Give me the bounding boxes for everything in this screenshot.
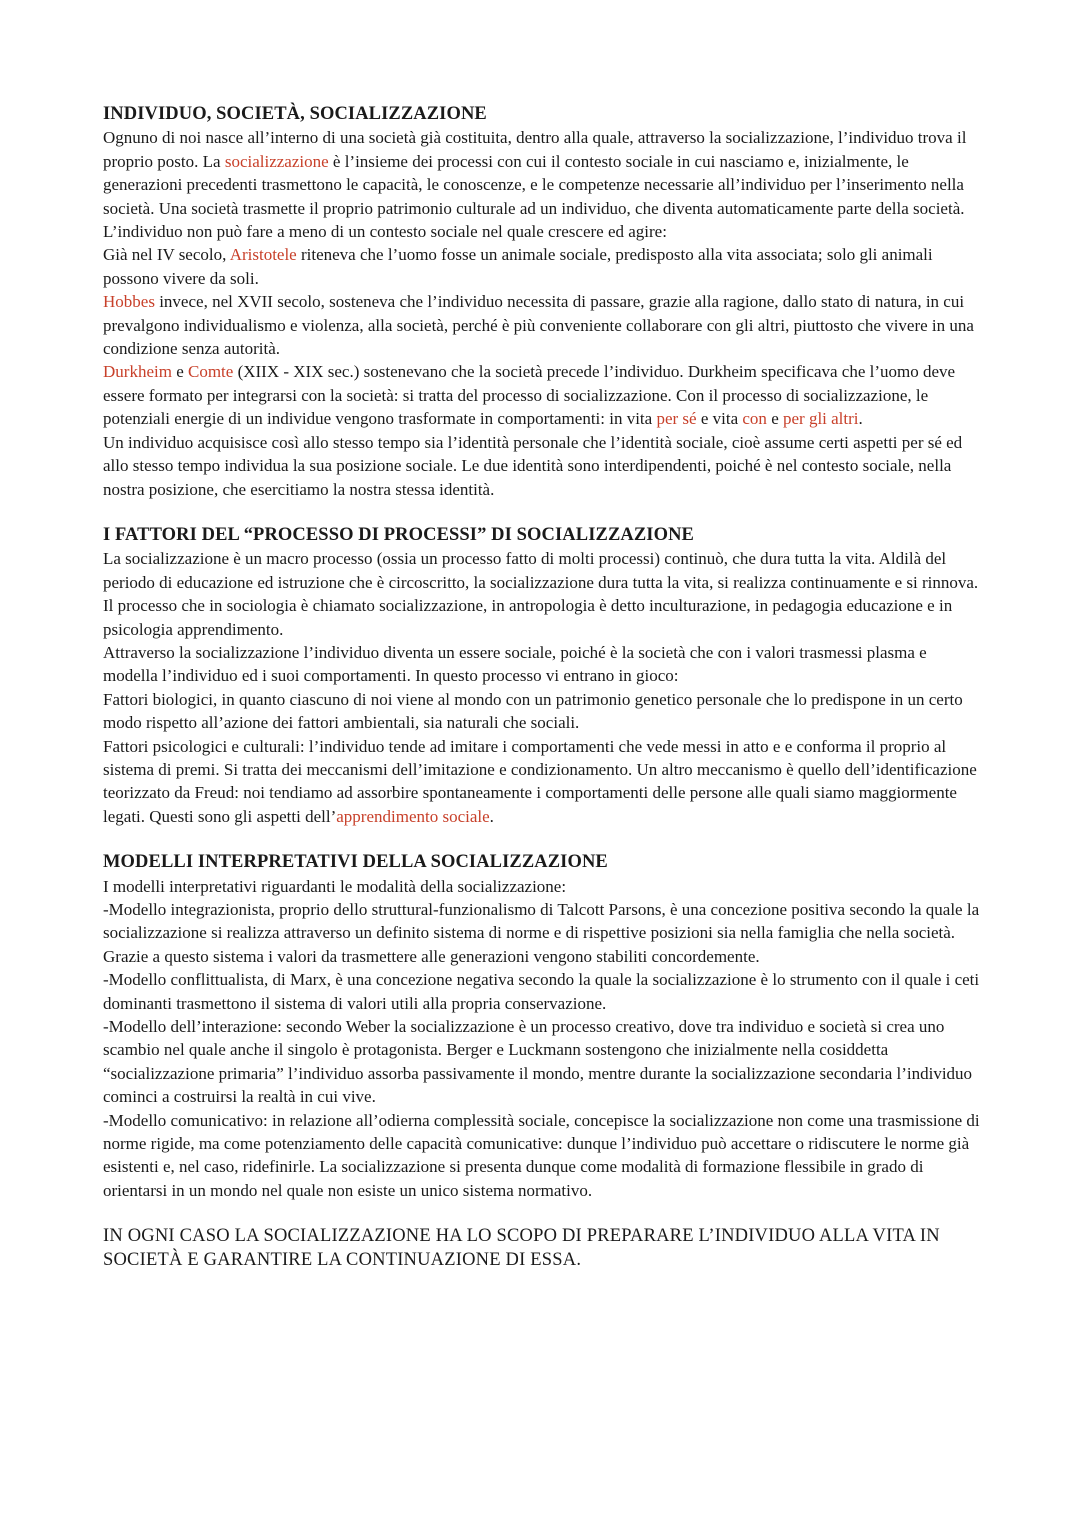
text-run: Un individuo acquisisce così allo stesso tempo sia l’identità personale che l’identità sociale, cioè assume certi aspetti per sé ed allo stesso tempo individua la sua posizione sociale. Le due identità sono interdipendenti, poiché è nel contesto sociale, nella nostra posizione, che esercitiamo la nostra stessa identità. — [103, 432, 963, 499]
paragraph — [103, 688, 983, 735]
section-3 — [103, 851, 983, 1202]
highlighted-term: Hobbes — [103, 292, 155, 312]
text-run: -Modello comunicativo: in relazione all’odierna complessità sociale, concepisce la socializzazione non come una trasmissione di norme rigide, ma come potenziamento delle capacità comunicative: dunque l’individuo può accettare o ridiscutere le norme già esistenti e, nel caso, ridefinirle. La socializzazione si presenta dunque come modalità di formazione flessibile in grado di orientarsi in un mondo nel quale non esiste un unico sistema normativo. — [103, 1110, 980, 1200]
highlighted-term: per gli altri — [782, 409, 859, 429]
text-run: invece, nel XVII secolo, sosteneva che l’individuo necessita di passare, grazie alla ragione, dallo stato di natura, in cui prevalgono individualismo e violenza, alla società, perché è più conveniente collaborare con gli altri, piuttosto che vivere in una condizione senza autorità. — [103, 292, 974, 359]
highlighted-term: Comte — [187, 362, 234, 382]
text-run: . — [858, 409, 863, 429]
text-run: Ognuno di noi nasce all’interno di una società già costituita, dentro alla quale, attraverso la socializzazione, l’individuo trova il proprio posto. La — [103, 128, 967, 171]
paragraph — [103, 220, 983, 243]
paragraph — [103, 898, 983, 968]
paragraph — [103, 641, 983, 688]
text-run: -Modello integrazionista, proprio dello struttural-funzionalismo di Talcott Parsons, è una concezione positiva secondo la quale la socializzazione si realizza attraverso un definito sistema di norme e di rispettive posizioni sia nella famiglia che nella società. Grazie a questo sistema i valori da trasmettere alle generazioni vengono stabiliti concordemente. — [103, 900, 980, 966]
text-run: . — [489, 806, 494, 826]
section-title: INDIVIDUO, SOCIETÀ, SOCIALIZZAZIONE — [103, 104, 487, 124]
text-run: I modelli interpretativi riguardanti le modalità della socializzazione: — [103, 876, 567, 896]
text-run: La socializzazione è un macro processo (ossia un processo fatto di molti processi) continuò, che dura tutta la vita. Aldilà del periodo di educazione ed istruzione che è circoscritto, la socializzazione dura tutta la vita, si realizza continuamente e si rinnova. Il processo che in sociologia è chiamato socializzazione, in antropologia è detto inculturazione, in pedagogia educazione e in psicologia apprendimento. — [103, 549, 979, 639]
highlighted-term: con — [742, 409, 767, 429]
highlighted-term: apprendimento sociale — [336, 806, 490, 826]
text-run: e — [171, 362, 188, 382]
section-title: I FATTORI DEL “PROCESSO DI PROCESSI” DI SOCIALIZZAZIONE — [103, 524, 694, 545]
text-run: riteneva che l’uomo fosse un animale sociale, predisposto alla vita associata; solo gli animali possono vivere da soli. — [103, 245, 933, 288]
section-1 — [103, 103, 983, 501]
document-page — [103, 103, 983, 1272]
text-run: Attraverso la socializzazione l’individuo diventa un essere sociale, poiché è la società che con i valori trasmessi plasma e modella l’individuo ed i suoi comportamenti. In questo processo vi entrano in gioco: — [103, 642, 927, 686]
text-run: Fattori psicologici e culturali: l’individuo tende ad imitare i comportamenti che vede messi in atto e e conforma il proprio al sistema di premi. Si tratta dei meccanismi dell’imitazione e condizionamento. Un altro meccanismo è quello dell’identificazione teorizzato da Freud: noi tendiamo ad assorbire spontaneamente i comportamenti delle persone alle quali siamo maggiormente legati. Questi sono gli aspetti dell’ — [103, 736, 977, 826]
paragraph — [103, 243, 983, 290]
highlighted-term: Durkheim — [103, 362, 172, 382]
highlighted-term: Aristotele — [229, 245, 297, 265]
paragraph — [103, 126, 983, 220]
document-body — [103, 103, 983, 1202]
paragraph — [103, 1015, 983, 1109]
text-run: è l’insieme dei processi con cui il contesto sociale in cui nasciamo e, inizialmente, le generazioni precedenti trasmettono le capacità, le conoscenze, e le competenze necessarie all’individuo per l’inserimento nella società. Una società trasmette il proprio patrimonio culturale ad un individuo, che diventa automaticamente parte della società. — [103, 151, 965, 218]
paragraph — [103, 1109, 983, 1203]
text-run: L’individuo non può fare a meno di un contesto sociale nel quale crescere ed agire: — [103, 222, 667, 242]
text-run: Già nel IV secolo, — [103, 245, 230, 265]
text-run: -Modello conflittualista, di Marx, è una concezione negativa secondo la quale la socializzazione è lo strumento con il quale i ceti dominanti trasmettono il sistema di valori utili alla propria conservazione. — [103, 970, 980, 1013]
section-title: MODELLI INTERPRETATIVI DELLA SOCIALIZZAZIONE — [103, 852, 608, 873]
text-run: -Modello dell’interazione: secondo Weber la socializzazione è un processo creativo, dove tra individuo e società si crea uno scambio nel quale anche il singolo è protagonista. Berger e Luckmann sostengono che inizialmente nella cosiddetta “socializzazione primaria” l’individuo assorba passivamente il mondo, mentre durante la socializzazione secondaria l’individuo cominci a costruirsi la realtà in cui vive. — [103, 1017, 973, 1107]
paragraph — [103, 431, 983, 501]
text-run: e vita — [696, 409, 743, 429]
highlighted-term: per sé — [656, 409, 697, 429]
paragraph — [103, 875, 983, 898]
conclusion-text: IN OGNI CASO LA SOCIALIZZAZIONE HA LO SCOPO DI PREPARARE L’INDIVIDUO ALLA VITA IN SOCIETÀ E GARANTIRE LA CONTINUAZIONE DI ESSA. — [103, 1226, 940, 1270]
text-run: Fattori biologici, in quanto ciascuno di noi viene al mondo con un patrimonio genetico personale che lo predispone in un certo modo rispetto all’azione dei fattori ambientali, sia naturali che sociali. — [103, 689, 963, 733]
paragraph — [103, 360, 983, 430]
paragraph — [103, 735, 983, 829]
paragraph — [103, 547, 983, 641]
highlighted-term: socializzazione — [224, 151, 329, 171]
text-run: (XIIX - XIX sec.) sostenevano che la società precede l’individuo. Durkheim specificava che l’uomo deve essere formato per integrarsi con la società: si tratta del processo di socializzazione. Con il processo di socializzazione, le potenziali energie di un individue vengono trasformate in comportamenti: in vita — [103, 362, 956, 429]
paragraph — [103, 968, 983, 1015]
text-run: e — [766, 409, 783, 429]
paragraph — [103, 290, 983, 360]
section-2 — [103, 524, 983, 828]
